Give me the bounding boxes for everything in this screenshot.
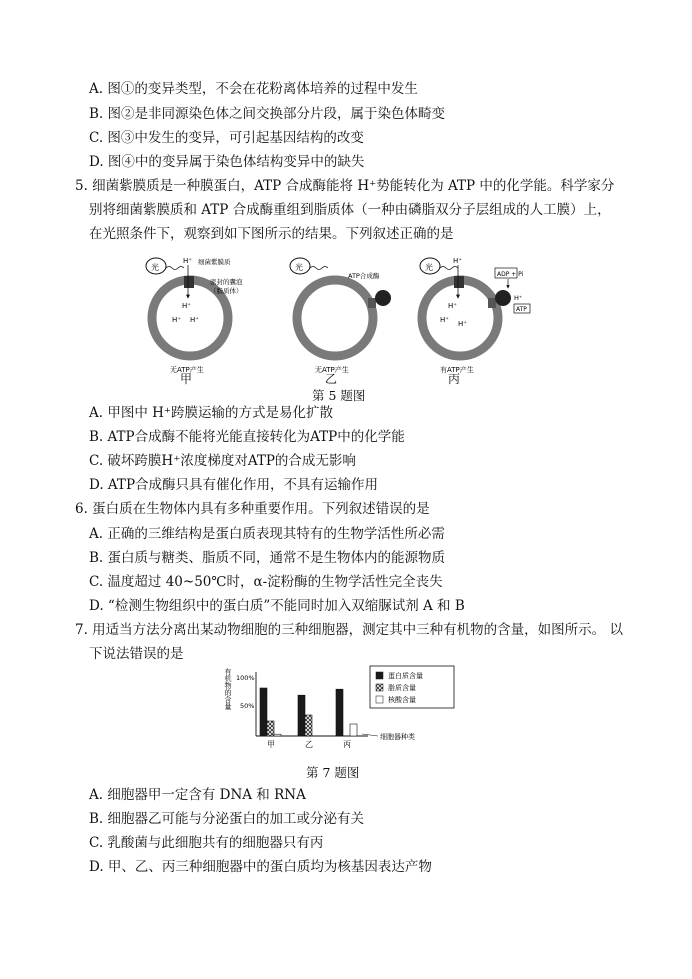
q6-option-d: D. “检测生物组织中的蛋白质”不能同时加入双缩脲试剂 A 和 B xyxy=(89,598,465,614)
vesicle-label-2: （脂质体） xyxy=(210,287,243,295)
proton-in-1: H⁺ xyxy=(182,302,191,310)
q7-stem-line-2: 下说法错误的是 xyxy=(89,646,184,662)
bar-protein-1 xyxy=(298,695,305,736)
proton-in-1: H⁺ xyxy=(448,302,457,310)
bar-nucleic-2 xyxy=(350,724,357,736)
q5-option-b: B. ATP合成酶不能将光能直接转化为ATP中的化学能 xyxy=(89,429,405,445)
light-label: 光 xyxy=(295,263,303,272)
legend-protein: 蛋白质含量 xyxy=(388,672,423,680)
q6-option-b: B. 蛋白质与糖类、脂质不同，通常不是生物体内的能源物质 xyxy=(89,550,446,566)
bar-group xyxy=(260,688,357,736)
q6-stem: 6. 蛋白质在生物体内具有多种重要作用。下列叙述错误的是 xyxy=(75,501,430,517)
q5-stem-line-2: 别将细菌紫膜质和 ATP 合成酶重组到脂质体（一种由磷脂双分子层组成的人工膜）上， xyxy=(89,202,611,218)
q7-option-a: A. 细胞器甲一定含有 DNA 和 RNA xyxy=(89,787,306,803)
y-tick-50: 50% xyxy=(240,702,255,710)
q4-option-d: D. 图④中的变异属于染色体结构变异中的缺失 xyxy=(89,154,365,170)
bar-lipid-0 xyxy=(267,721,274,736)
q5-figure xyxy=(140,252,540,382)
q6-option-a: A. 正确的三维结构是蛋白质表现其特有的生物学活性所必需 xyxy=(89,526,445,542)
vesicle-membrane xyxy=(297,280,373,356)
legend-swatch-lipid xyxy=(376,684,383,691)
q5-option-c: C. 破坏跨膜H⁺浓度梯度对ATP的合成无影响 xyxy=(89,453,356,469)
light-wave xyxy=(310,267,328,270)
panel-b-label: 乙 xyxy=(325,372,338,386)
proton-exit: H⁺ xyxy=(514,294,523,302)
q5-stem-line-3: 在光照条件下，观察到如下图所示的结果。下列叙述正确的是 xyxy=(89,226,454,242)
atp-synthase-head xyxy=(495,290,511,306)
panel-c xyxy=(420,257,530,374)
vesicle-membrane xyxy=(422,280,498,356)
panel-a-label: 甲 xyxy=(180,372,193,386)
q4-option-c: C. 图③中发生的变异，可引起基因结构的改变 xyxy=(89,130,364,146)
q7-option-d: D. 甲、乙、丙三种细胞器中的蛋白质均为核基因表达产物 xyxy=(89,859,432,875)
category-label-0: 甲 xyxy=(267,740,275,749)
atp-synthase-stalk xyxy=(488,298,496,308)
light-label: 光 xyxy=(151,263,159,272)
vesicle-label: 密封的囊泡 xyxy=(210,278,243,286)
category-label-2: 丙 xyxy=(343,740,351,749)
category-label-1: 乙 xyxy=(305,740,313,749)
bar-nucleic-0 xyxy=(274,734,281,736)
bar-protein-0 xyxy=(260,688,267,736)
proton-in-2: H⁺ xyxy=(440,316,449,324)
panel-c-label: 丙 xyxy=(448,372,461,386)
q6-option-c: C. 温度超过 40~50℃时，α-淀粉酶的生物学活性完全丧失 xyxy=(89,574,443,590)
proton-in-2: H⁺ xyxy=(172,316,181,324)
bacteriorhodopsin-protein xyxy=(454,276,464,288)
panel-b xyxy=(290,258,391,374)
q7-option-c: C. 乳酸菌与此细胞共有的细胞器只有丙 xyxy=(89,835,324,851)
q4-option-a: A. 图①的变异类型，不会在花粉离体培养的过程中发生 xyxy=(89,81,418,97)
q5-caption: 第 5 题图 xyxy=(312,388,366,403)
legend-swatch-protein xyxy=(376,672,383,679)
q7-option-b: B. 细胞器乙可能与分泌蛋白的加工或分泌有关 xyxy=(89,811,365,827)
bacteriorhodopsin-protein xyxy=(184,276,194,288)
proton-in-3: H⁺ xyxy=(190,316,199,324)
result-a: 无ATP产生 xyxy=(170,366,204,374)
legend-nucleic: 核酸含量 xyxy=(388,696,416,704)
x-axis-label: 细胞器种类 xyxy=(380,733,415,741)
proton-out: H⁺ xyxy=(453,257,462,265)
atp-synthase-head xyxy=(375,290,391,306)
adp-pi-label: ADP + Pi xyxy=(497,271,524,278)
bar-protein-2 xyxy=(336,689,343,736)
q5-stem-line-1: 5. 细菌紫膜质是一种膜蛋白，ATP 合成酶能将 H⁺势能转化为 ATP 中的化学能。科学家分 xyxy=(75,178,615,194)
light-label: 光 xyxy=(425,263,433,272)
light-wave xyxy=(440,267,458,270)
legend-swatch-nucleic xyxy=(376,696,383,703)
result-c: 有ATP产生 xyxy=(440,366,474,374)
q5-option-d: D. ATP合成酶只具有催化作用，不具有运输作用 xyxy=(89,477,379,493)
proton-in-3: H⁺ xyxy=(458,320,467,328)
panel-a xyxy=(146,257,243,374)
atp-synthase-stalk xyxy=(368,298,376,308)
y-axis-label: 有机物的含量 xyxy=(224,668,232,710)
q7-bar-chart xyxy=(218,664,468,759)
result-b: 无ATP产生 xyxy=(315,366,349,374)
atp-synthase-label: ATP合成酶 xyxy=(348,272,380,280)
q4-option-b: B. 图②是非同源染色体之间交换部分片段，属于染色体畸变 xyxy=(89,106,446,122)
legend xyxy=(370,666,454,708)
q5-option-a: A. 甲图中 H⁺跨膜运输的方式是易化扩散 xyxy=(89,405,334,421)
light-wave xyxy=(166,267,184,270)
q7-caption: 第 7 题图 xyxy=(306,765,360,780)
category-labels xyxy=(267,740,351,749)
atp-label: ATP xyxy=(516,306,527,313)
legend-lipid: 脂质含量 xyxy=(388,684,416,692)
y-tick-100: 100% xyxy=(236,674,255,682)
proton-out: H⁺ xyxy=(183,257,192,265)
bacteriorhodopsin-label: 细菌紫膜质 xyxy=(198,258,231,266)
bar-lipid-1 xyxy=(305,715,312,736)
q7-stem-line-1: 7. 用适当方法分离出某动物细胞的三种细胞器，测定其中三种有机物的含量，如图所示。 以 xyxy=(75,622,623,638)
